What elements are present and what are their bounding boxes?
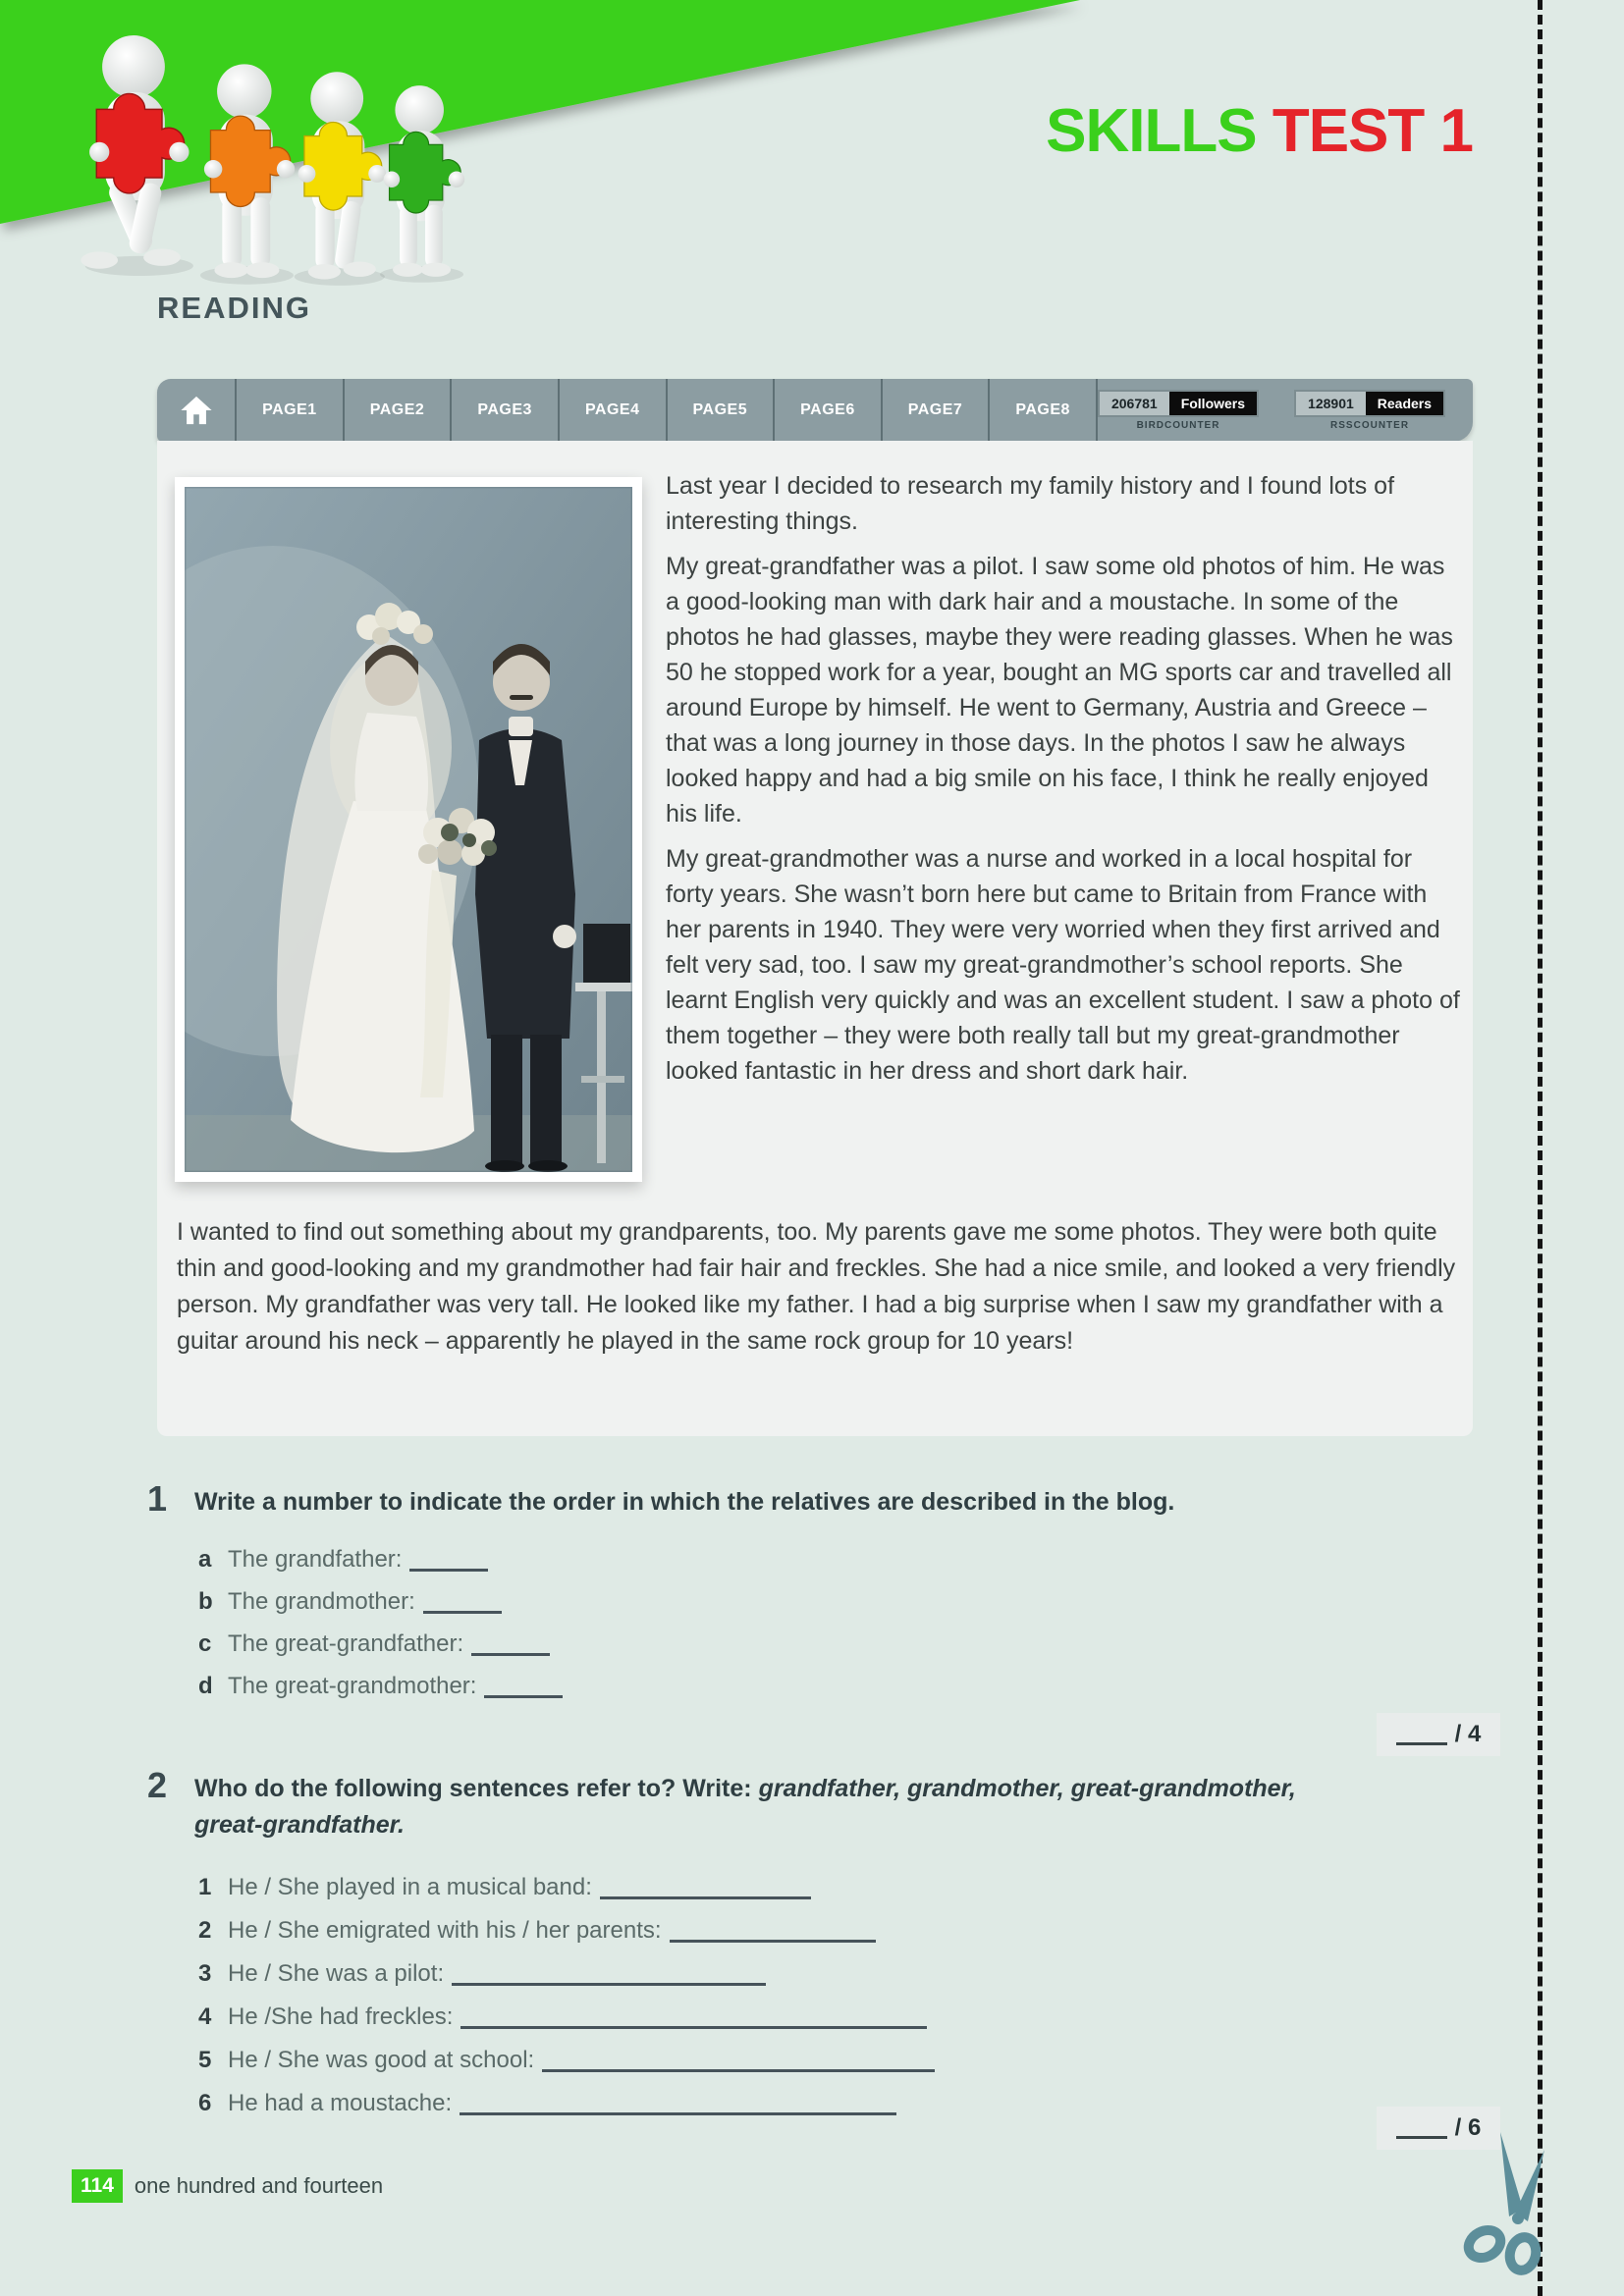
item-text: The grandmother: — [228, 1588, 415, 1615]
exercise-1-item-a: a The grandfather: — [198, 1546, 1471, 1573]
item-text: He / She played in a musical band: — [228, 1874, 592, 1900]
blog-paragraph-4: I wanted to find out something about my grandparents, too. My parents gave me some photos. They were both quite thin and good-looking and my grandmother had fair hair and freckles. She had a nice smile, and looked a very friendly person. My grandfather was very tall. He looked like my father. I had a big surprise when I saw my grandfather with a guitar around his neck – apparently he played in the same rock group for 10 years! — [177, 1218, 1456, 1355]
exercise-1-title: Write a number to indicate the order in which the relatives are described in the blog. — [194, 1488, 1175, 1516]
followers-counter — [1098, 390, 1259, 431]
item-text: He / She was good at school: — [228, 2047, 535, 2073]
page-number-badge: 114 — [72, 2169, 123, 2203]
answer-blank — [452, 1973, 766, 1986]
answer-blank — [542, 2059, 935, 2072]
page-footer — [72, 2169, 383, 2203]
page-title — [943, 96, 1473, 166]
home-icon — [180, 395, 213, 426]
item-text: He / She emigrated with his / her parents: — [228, 1917, 662, 1944]
tab-page4[interactable]: PAGE4 — [558, 379, 666, 442]
vintage-wedding-photo — [175, 477, 642, 1182]
figure-red — [81, 35, 193, 276]
exercise-2-item-5: 5 He / She was good at school: — [198, 2046, 1471, 2074]
answer-blank — [460, 2016, 927, 2029]
item-text: The grandfather: — [228, 1546, 403, 1573]
counters-area — [1096, 379, 1473, 442]
readers-count: 128901 — [1296, 392, 1366, 415]
tab-page1[interactable]: PAGE1 — [235, 379, 343, 442]
readers-counter — [1294, 390, 1445, 431]
answer-blank — [460, 2103, 896, 2115]
blog-paragraph-1: Last year I decided to research my family history and I found lots of interesting things. — [666, 472, 1395, 535]
cut-dashed-line — [1538, 0, 1543, 2296]
score-total: / 6 — [1454, 2114, 1482, 2141]
answer-blank — [670, 1930, 876, 1943]
exercise-1-item-d: d The great-grandmother: — [198, 1673, 1471, 1699]
exercise-2-number: 2 — [147, 1765, 168, 1805]
exercise-2-item-6: 6 He had a moustache: — [198, 2089, 1471, 2117]
title-skills: SKILLS — [1046, 97, 1257, 165]
exercise-1-number: 1 — [147, 1478, 168, 1519]
followers-count: 206781 — [1100, 392, 1169, 415]
answer-blank — [600, 1887, 811, 1899]
figure-orange — [200, 64, 295, 284]
section-heading: READING — [157, 291, 311, 325]
home-tab[interactable] — [157, 379, 235, 442]
followers-caption: BIRDCOUNTER — [1136, 420, 1220, 431]
item-text: The great-grandfather: — [228, 1630, 464, 1657]
answer-blank — [471, 1643, 550, 1656]
exercise-1 — [147, 1478, 1471, 1699]
exercise-1-item-c: c The great-grandfather: — [198, 1630, 1471, 1657]
readers-caption: RSSCOUNTER — [1330, 420, 1410, 431]
title-test1: TEST 1 — [1272, 97, 1473, 165]
exercise-2-item-1: 1 He / She played in a musical band: — [198, 1873, 1471, 1901]
tab-page2[interactable]: PAGE2 — [343, 379, 451, 442]
answer-blank — [409, 1559, 488, 1572]
item-text: He had a moustache: — [228, 2090, 453, 2116]
score-box-4 — [1377, 1713, 1500, 1756]
page-number-words: one hundred and fourteen — [134, 2173, 384, 2198]
score-total: / 4 — [1454, 1721, 1482, 1747]
answer-blank — [423, 1601, 502, 1614]
tab-page8[interactable]: PAGE8 — [988, 379, 1096, 442]
exercise-2-item-2: 2 He / She emigrated with his / her parents: — [198, 1916, 1471, 1945]
exercise-2-title: Who do the following sentences refer to? Write: grandfather, grandmother, great-grandmother, great-grandfather. — [194, 1775, 1296, 1839]
figure-yellow — [295, 72, 386, 286]
exercise-2 — [147, 1765, 1471, 2117]
exercise-2-item-4: 4 He /She had freckles: — [198, 2002, 1471, 2031]
exercise-2-item-3: 3 He / She was a pilot: — [198, 1959, 1471, 1988]
item-text: The great-grandmother: — [228, 1673, 477, 1699]
readers-label: Readers — [1366, 392, 1443, 415]
item-text: He / She was a pilot: — [228, 1960, 445, 1987]
exercise-1-item-b: b The grandmother: — [198, 1588, 1471, 1615]
blog-paragraph-2: My great-grandfather was a pilot. I saw some old photos of him. He was a good-looking man with dark hair and a moustache. In some of the photos he had glasses, maybe they were reading glasses. When he was 50 he stopped work for a year, bought an MG sports car and travelled all around Europe by himself. He went to Germany, Austria and Greece – that was a long journey in those days. In the photos I saw he always looked happy and had a big smile on his face, I think he really enjoyed his life. — [666, 553, 1453, 828]
blog-navbar — [157, 379, 1473, 442]
answer-blank — [484, 1685, 563, 1698]
tab-page5[interactable]: PAGE5 — [666, 379, 774, 442]
puzzle-people-illustration — [77, 27, 469, 322]
score-blank — [1396, 1733, 1447, 1745]
blog-paragraph-3: My great-grandmother was a nurse and worked in a local hospital for forty years. She wasn’t born here but came to Britain from France with her parents in 1940. They were very worried when they first arrived and felt very sad, too. I saw my great-grandmother’s school reports. She learnt English very quickly and was an excellent student. I saw a photo of them together – they were both really tall but my great-grandmother looked fantastic in her dress and short dark hair. — [666, 845, 1460, 1085]
blog-text-column — [666, 468, 1463, 1098]
tab-page3[interactable]: PAGE3 — [450, 379, 558, 442]
item-text: He /She had freckles: — [228, 2003, 454, 2030]
blog-panel — [157, 441, 1473, 1436]
scissors-icon — [1426, 2130, 1553, 2277]
tab-page6[interactable]: PAGE6 — [773, 379, 881, 442]
wedding-photo-image — [185, 487, 632, 1172]
followers-label: Followers — [1169, 392, 1257, 415]
tab-page7[interactable]: PAGE7 — [881, 379, 989, 442]
figure-green — [380, 85, 464, 283]
